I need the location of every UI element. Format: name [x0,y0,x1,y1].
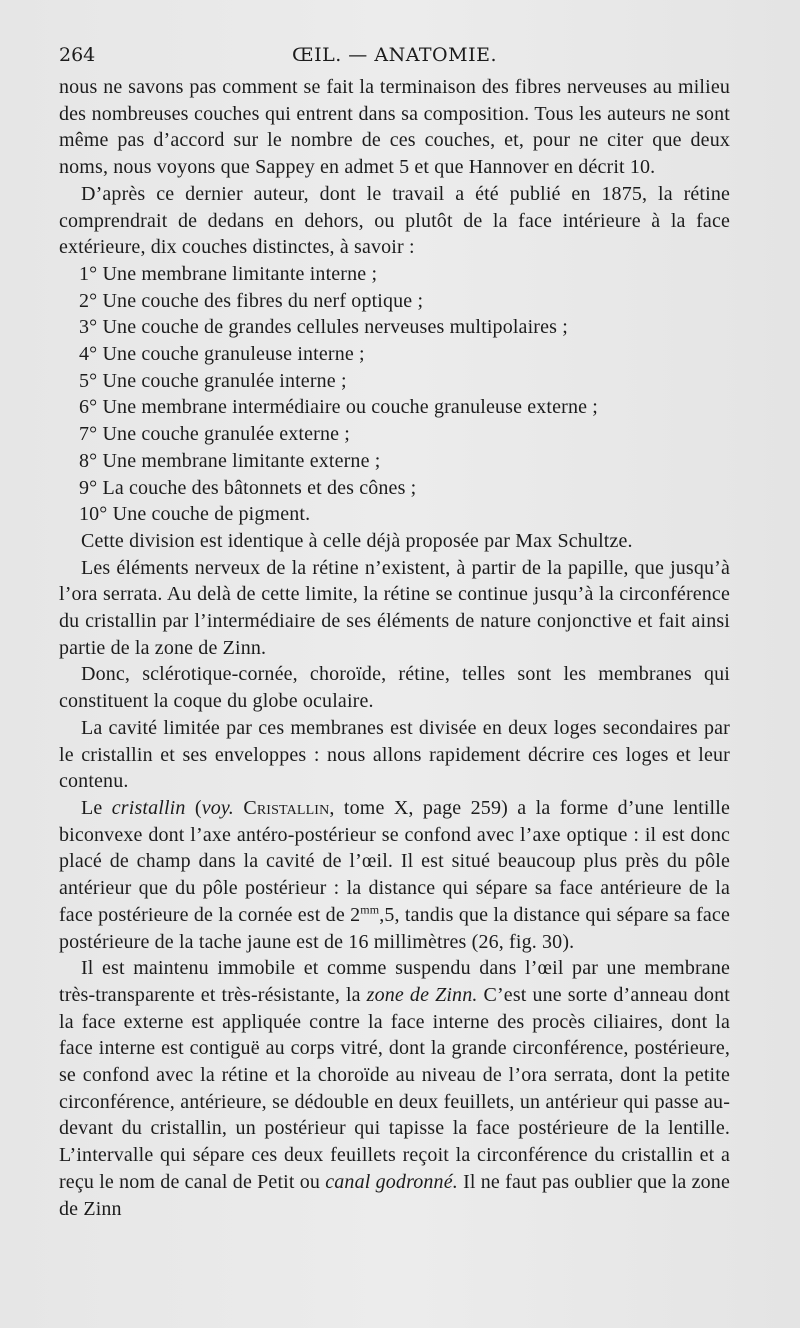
paragraph: nous ne savons pas comment se fait la terminaison des fibres nerveuses au milieu des nombreuses couches qui entrent dans sa composition. Tous les auteurs ne sont même pas d’accord sur le nombre de ces couches, et, pour ne citer que deux noms, nous voyons que Sappey en admet 5 et que Hannover en décrit 10. [59,76,730,179]
text-span: Il est maintenu immobile et comme suspendu dans l’œil par une membrane très-transparente et très-résistante, la [59,957,730,1006]
page-number: 264 [59,44,96,66]
italic-term: canal godronné. [325,1170,458,1193]
running-title: ŒIL. — ANATOMIE. [292,44,497,66]
text-span: , tome X, page 259) a la forme d’une lentille biconvexe dont l’axe antéro-postérieur se confond avec l’axe optique : il est donc placé de champ dans la cavité de l’œil. Il est situé beaucoup plus près du pôle antérieur que du pôle postérieur : la distance qui sépare sa face antérieure de la face postérieure de la cornée est de 2 [59,796,730,926]
text-span: Le [81,796,103,819]
text-span: Il ne faut pas oublier que la zone de Zinn [59,1170,730,1220]
list-item: 10° Une couche de pigment. [79,503,311,526]
paragraph-cristallin: Le cristallin (voy. Cristallin, tome X, page 259) a la forme d’une lentille biconvexe dont l’axe antéro-postérieur se confond avec l’axe optique : il est donc placé de champ dans la cavité de l’œil. Il est situé beaucoup plus près du pôle antérieur que du pôle postérieur : la distance qui sépare sa face antérieure de la face postérieure de la cornée est de $2^{mm},5$, tandis que la distance qui sépare sa face postérieure de la tache jaune est de 16 millimètres (26, fig. 30). [59,796,730,953]
italic-term: cristallin [111,796,186,819]
cross-reference: Cristallin [243,796,330,819]
italic-term: voy. [201,796,234,819]
list-item: 5° Une couche granulée interne ; [79,369,347,392]
paragraph-zinn [59,955,730,1222]
list-item: 3° Une couche de grandes cellules nerveuses multipolaires ; [79,316,568,339]
list-item: 8° Une membrane limitante externe ; [79,449,381,472]
text-span: ,5, tandis que la distance qui sépare sa face postérieure de la tache jaune est de 16 millimètres (26, fig. 30). [59,903,730,953]
paragraph: Les éléments nerveux de la rétine n’existent, à partir de la papille, que jusqu’à l’ora serrata. Au delà de cette limite, la rétine se continue jusqu’à la circonférence du cristallin par l’intermédiaire de ses éléments de nature conjonctive et fait ainsi partie de la zone de Zinn. [59,556,730,659]
paragraph: La cavité limitée par ces membranes est divisée en deux loges secondaires par le cristallin et ses enveloppes : nous allons rapidement décrire ces loges et leur contenu. [59,716,730,793]
paragraph: D’après ce dernier auteur, dont le travail a été publié en 1875, la rétine comprendrait de dedans en dehors, ou plutôt de la face intérieure à la face extérieure, dix couches distinctes, à savoir : [59,182,730,259]
paragraph: Donc, sclérotique-cornée, choroïde, rétine, telles sont les membranes qui constituent la coque du globe oculaire. [59,663,730,713]
list-item: 1° Une membrane limitante interne ; [79,262,378,285]
body-text [59,74,730,1222]
unit-superscript: mm [360,902,380,917]
page-header [59,44,730,74]
retina-layer-list [59,261,730,528]
list-item: 7° Une couche granulée externe ; [79,423,351,446]
list-item: 9° La couche des bâtonnets et des cônes ; [79,476,417,499]
paragraph: Cette division est identique à celle déjà proposée par Max Schultze. [81,529,633,552]
list-item: 2° Une couche des fibres du nerf optique ; [79,289,424,312]
text-span: C’est une sorte d’anneau dont la face externe est appliquée contre la face interne des procès ciliaires, dont la face interne est contiguë au corps vitré, dont la grande circonférence, postérieure, se confond avec la rétine et la choroïde au niveau de l’ora serrata, dont la petite circonférence, antérieure, se dédouble en deux feuillets, un antérieur qui passe au-devant du cristallin, un postérieur qui tapisse la face postérieure de la lentille. L’intervalle qui sépare ces deux feuillets reçoit la circonférence du cristallin et a reçu le nom de canal de Petit ou [59,983,730,1193]
list-item: 6° Une membrane intermédiaire ou couche granuleuse externe ; [79,396,598,419]
italic-term: zone de Zinn. [366,983,478,1006]
list-item: 4° Une couche granuleuse interne ; [79,343,365,366]
